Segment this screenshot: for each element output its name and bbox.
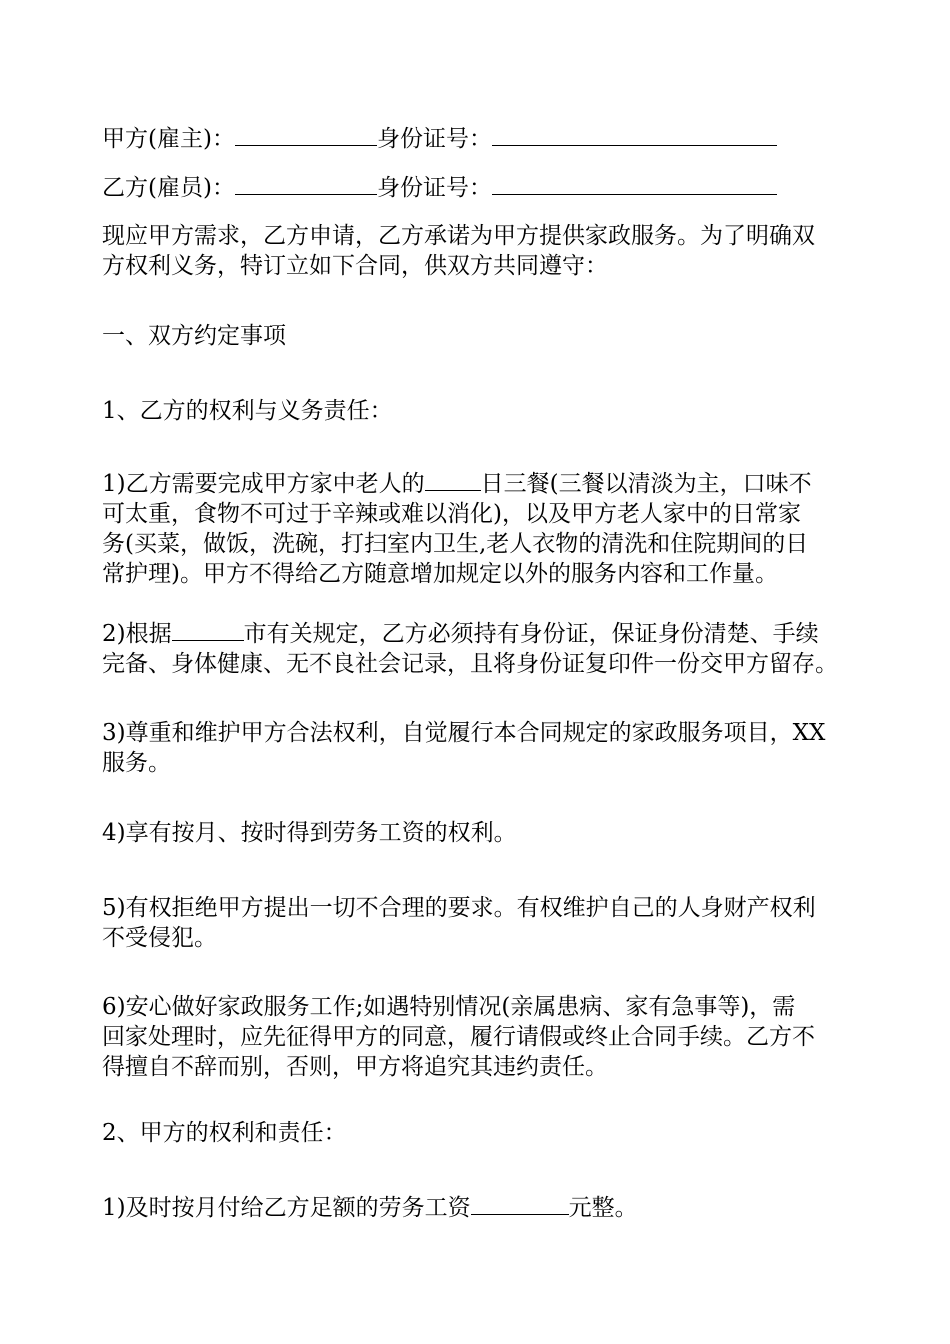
- city-blank: [172, 620, 244, 641]
- clause-1-1-text-b: 日三餐(三餐以清淡为主，口味不: [480, 471, 812, 497]
- clause-1-4: 4)享有按月、按时得到劳务工资的权利。: [102, 820, 517, 846]
- intro-line-2: 方权利义务，特订立如下合同，供双方共同遵守：: [102, 253, 608, 279]
- party-b-id-label: 身份证号：: [376, 175, 492, 201]
- clause-1-1-line-2: 可太重，食物不可过于辛辣或难以消化)，以及甲方老人家中的日常家: [102, 501, 801, 527]
- clause-1-3-line-2: 服务。: [102, 750, 171, 776]
- clause-1-5-line-2: 不受侵犯。: [102, 925, 217, 951]
- clause-1-5-line-1: 5)有权拒绝甲方提出一切不合理的要求。有权维护自己的人身财产权利: [102, 895, 816, 921]
- clause-1-6: [102, 992, 852, 1082]
- intro-line-1: 现应甲方需求，乙方申请，乙方承诺为甲方提供家政服务。为了明确双: [102, 223, 815, 249]
- clause-2-1: [102, 1193, 638, 1223]
- party-a-id-label: 身份证号：: [376, 126, 492, 152]
- party-b-id-blank: [492, 174, 777, 195]
- clause-1-2-line-2: 完备、身体健康、无不良社会记录，且将身份证复印件一份交甲方留存。: [102, 651, 838, 677]
- party-b-name-blank: [235, 174, 377, 195]
- clause-1-1: [102, 469, 852, 589]
- clause-1-2-line-1: [102, 619, 852, 649]
- clause-1-3: [102, 718, 852, 778]
- subsection-1-title: 1、乙方的权利与义务责任：: [102, 398, 393, 424]
- wage-amount-blank: [471, 1194, 569, 1215]
- clause-1-6-line-1: 6)安心做好家政服务工作;如遇特别情况(亲属患病、家有急事等)，需: [102, 994, 796, 1020]
- clause-1-2-text-b: 市有关规定，乙方必须持有身份证，保证身份清楚、手续: [243, 621, 819, 647]
- meals-per-day-blank: [425, 470, 481, 491]
- clause-1-2-text-a: 2)根据: [102, 621, 172, 647]
- clause-1-6-line-2: 回家处理时，应先征得甲方的同意，履行请假或终止合同手续。乙方不: [102, 1024, 815, 1050]
- clause-2-1-text-b: 元整。: [568, 1195, 638, 1221]
- clause-1-5: [102, 893, 852, 953]
- clause-1-2: [102, 619, 852, 679]
- clause-1-1-text-a: 1)乙方需要完成甲方家中老人的: [102, 471, 425, 497]
- party-b-line: [102, 173, 777, 203]
- clause-1-6-line-3: 得擅自不辞而别，否则，甲方将追究其违约责任。: [102, 1054, 608, 1080]
- clause-2-1-text-a: 1)及时按月付给乙方足额的劳务工资: [102, 1195, 471, 1221]
- party-a-id-blank: [492, 125, 777, 146]
- section-1-title: 一、双方约定事项: [102, 323, 286, 349]
- clause-1-3-line-1: 3)尊重和维护甲方合法权利，自觉履行本合同规定的家政服务项目，XX: [102, 720, 826, 746]
- party-a-line: [102, 124, 777, 154]
- party-b-label: 乙方(雇员)：: [102, 175, 235, 201]
- party-a-label: 甲方(雇主)：: [102, 126, 235, 152]
- party-a-name-blank: [235, 125, 377, 146]
- subsection-2-title: 2、甲方的权利和责任：: [102, 1120, 347, 1146]
- clause-1-1-line-3: 务(买菜，做饭，洗碗，打扫室内卫生,老人衣物的清洗和住院期间的日: [102, 531, 809, 557]
- clause-1-1-line-1: [102, 469, 852, 499]
- clause-1-1-line-4: 常护理)。甲方不得给乙方随意增加规定以外的服务内容和工作量。: [102, 561, 778, 587]
- intro-paragraph: [102, 221, 852, 281]
